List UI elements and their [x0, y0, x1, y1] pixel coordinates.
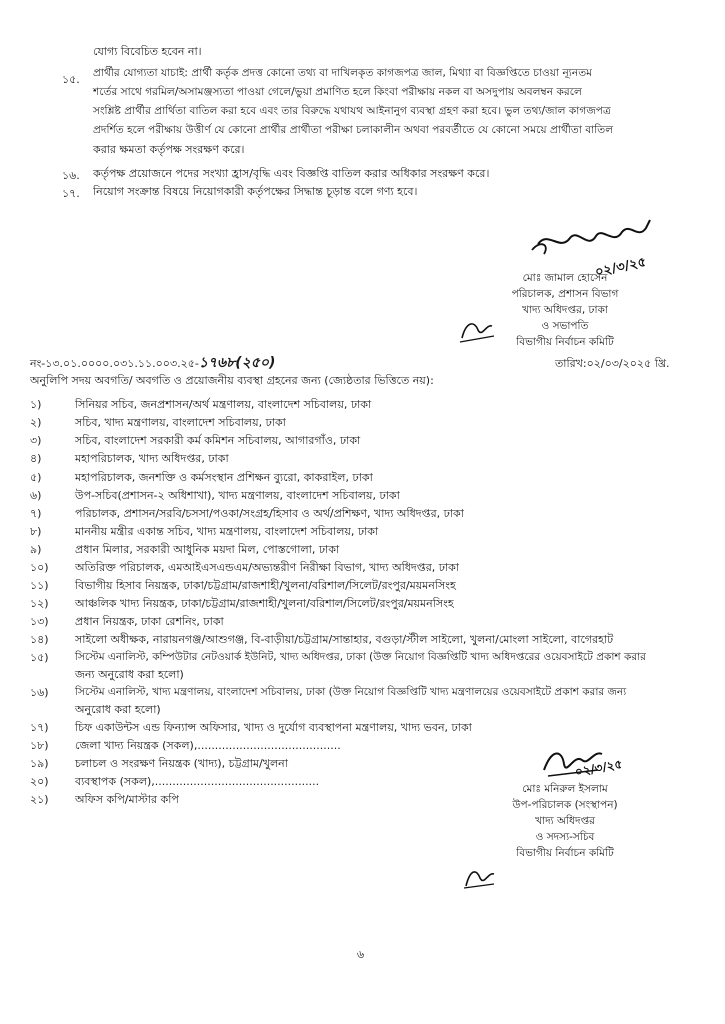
signature-2-block	[495, 781, 635, 861]
distribution-item-text: আঞ্চলিক খাদ্য নিয়ন্ত্রক, ঢাকা/চট্টগ্রাম/রাজশাহী/খুলনা/বরিশাল/সিলেট/রংপুর/ময়মনসিংহ	[75, 597, 454, 610]
distribution-item-number: ২)	[30, 416, 42, 429]
memo-number-printed: নং-১৩.০১.০০০০.০৩১.১১.০০৩.২৫-	[30, 357, 199, 370]
distribution-item-text: সচিব, বাংলাদেশ সরকারী কর্ম কমিশন সচিবালয়, আগারগাঁও, ঢাকা	[75, 434, 361, 447]
distribution-item-text: সচিব, খাদ্য মন্ত্রণালয়, বাংলাদেশ সচিবালয়, ঢাকা	[75, 416, 286, 429]
distribution-item-number: ১৫)	[30, 651, 49, 664]
distribution-item-text: মহাপরিচালক, খাদ্য অধিদপ্তর, ঢাকা	[75, 452, 229, 465]
distribution-item-text: পরিচালক, প্রশাসন/সরবি/চসসা/পওকা/সংগ্রহ/হিসাব ও অর্থ/প্রশিক্ষণ, খাদ্য অধিদপ্তর, ঢাকা	[75, 507, 464, 520]
clause-15-line: সংশ্লিষ্ট প্রার্থীর প্রার্থিতা বাতিল করা হবে এবং তার বিরুদ্ধে যথাযথ আইনানুগ ব্যবস্থা গ্রহণ করা হবে। ভুল তথ্য/জাল কাগজপত্র	[93, 105, 611, 117]
distribution-item-text: ব্যবস্থাপক (সকল),...............................................	[75, 775, 320, 788]
clause-15-line: প্রার্থীর যোগ্যতা যাচাই: প্রার্থী কর্তৃক প্রদত্ত কোনো তথ্য বা দাখিলকৃত কাগজপত্র জাল, মিথ্যা বা বিজ্ঞপ্তিতে চাওয়া ন্যূনতম	[93, 67, 593, 79]
distribution-item-number: ১৮)	[30, 739, 49, 752]
clause-16-number: ১৬.	[62, 169, 80, 182]
distribution-item-number: ৬)	[30, 489, 42, 502]
distribution-item-text: চলাচল ও সংরক্ষণ নিয়ন্ত্রক (খাদ্য), চট্টগ্রাম/খুলনা	[75, 757, 288, 770]
distribution-item-number: ৯)	[30, 543, 42, 556]
distribution-item-number: ২০)	[30, 775, 49, 788]
distribution-item-number: ১১)	[30, 579, 49, 592]
distribution-item-text: সিনিয়র সচিব, জনপ্রশাসন/অর্থ মন্ত্রণালয়, বাংলাদেশ সচিবালয়, ঢাকা	[75, 398, 372, 411]
distribution-item-number: ১০)	[30, 561, 49, 574]
distribution-item-text: চিফ একাউন্টস এন্ড ফিন্যান্স অফিসার, খাদ্য ও দুর্যোগ ব্যবস্থাপনা মন্ত্রণালয়, খাদ্য ভবন, ঢাকা	[75, 721, 472, 734]
signature-1-date: ০২/৩/২৫	[593, 254, 648, 281]
distribution-item-number: ২১)	[30, 793, 49, 806]
distribution-item-text-continued: অনুরোধ করা হলো)	[75, 703, 161, 716]
page-number: ৬	[357, 948, 365, 961]
signature-2-committee: বিভাগীয় নির্বাচন কমিটি	[516, 847, 614, 859]
distribution-item-number: ৫)	[30, 471, 42, 484]
distribution-item-text: বিভাগীয় হিসাব নিয়ন্ত্রক, ঢাকা/চট্টগ্রাম/রাজশাহী/খুলনা/বরিশাল/সিলেট/রংপুর/ময়মনসিংহ	[75, 579, 456, 592]
memo-date	[555, 356, 670, 371]
memo-date-label: তারিখ:	[555, 357, 587, 370]
distribution-item-text: মাননীয় মন্ত্রীর একান্ত সচিব, খাদ্য মন্ত্রণালয়, বাংলাদেশ সচিবালয়, ঢাকা	[75, 525, 379, 538]
distribution-item-text: উপ-সচিব(প্রশাসন-২ অধিশাখা), খাদ্য মন্ত্রণালয়, বাংলাদেশ সচিবালয়, ঢাকা	[75, 489, 400, 502]
distribution-item-number: ১২)	[30, 597, 49, 610]
memo-number	[30, 356, 275, 371]
distribution-item-text: অফিস কপি/মাস্টার কপি	[75, 793, 179, 806]
signature-2-name: মোঃ মনিরুল ইসলাম	[522, 783, 608, 795]
distribution-item-text: প্রধান নিয়ন্ত্রক, ঢাকা রেশনিং, ঢাকা	[75, 615, 224, 628]
distribution-item-number: ১৯)	[30, 757, 49, 770]
clause-16-text: কর্তৃপক্ষ প্রয়োজনে পদের সংখ্যা হ্রাস/বৃদ্ধি এবং বিজ্ঞপ্তি বাতিল করার অধিকার সংরক্ষণ করে।	[93, 167, 490, 180]
distribution-item-text: অতিরিক্ত পরিচালক, এমআইএসএন্ডএম/অভ্যন্তরীণ নিরীক্ষা বিভাগ, খাদ্য অধিদপ্তর, ঢাকা	[75, 561, 460, 574]
initial-mark-2	[462, 864, 498, 892]
distribution-item-text: মহাপরিচালক, জনশক্তি ও কর্মসংস্থান প্রশিক্ষন ব্যুরো, কাকরাইল, ঢাকা	[75, 471, 373, 484]
memo-number-handwritten: ১৭৬৮(২৫০)	[198, 355, 276, 371]
distribution-item-text: সিস্টেম এনালিস্ট, খাদ্য মন্ত্রণালয়, বাংলাদেশ সচিবালয়, ঢাকা (উক্ত নিয়োগ বিজ্ঞপ্তিটি খাদ্য মন্ত্রণালয়ের ওয়েবসাইটে প্রকাশ করার জন্য	[75, 686, 627, 698]
signature-2-designation: উপ-পরিচালক (সংস্থাপন)	[512, 799, 618, 811]
distribution-item-number: ৩)	[30, 434, 42, 447]
signature-1-block	[495, 270, 635, 350]
initial-mark	[458, 316, 498, 344]
distribution-item-text: সিস্টেম এনালিস্ট, কম্পিউটার নেটওয়ার্ক ইউনিট, খাদ্য অধিদপ্তর, ঢাকা (উক্ত নিয়োগ বিজ্ঞপ্তিটি খাদ্য অধিদপ্তরের ওয়েবসাইটে প্রকাশ করার	[75, 651, 646, 663]
signature-1-name: মোঃ জামাল হোসেন	[522, 272, 608, 284]
clause-17-number: ১৭.	[62, 187, 80, 200]
signature-1-designation: পরিচালক, প্রশাসন বিভাগ	[511, 288, 619, 300]
signature-2-date: ০২/৩/২৫	[573, 756, 624, 780]
clause-15-line: প্রদর্শিত হলে পরীক্ষায় উত্তীর্ণ যে কোনো প্রার্থীর প্রার্থীতা পরীক্ষা চলাকালীন অথবা পরবর্তীতে যে কোনো সময়ে প্রার্থীতা বাতিল	[93, 124, 614, 136]
clause-17-text: নিয়োগ সংক্রান্ত বিষয়ে নিয়োগকারী কর্তৃপক্ষের সিদ্ধান্ত চূড়ান্ত বলে গণ্য হবে।	[93, 185, 418, 198]
signature-1-role: ও সভাপতি	[541, 320, 589, 332]
copy-heading: অনুলিপি সদয় অবগতি/ অবগতি ও প্রয়োজনীয় ব্যবস্থা গ্রহনের জন্য (জ্যেষ্ঠতার ভিত্তিতে নয়):	[30, 374, 434, 387]
distribution-item-number: ১৩)	[30, 615, 49, 628]
signature-1-committee: বিভাগীয় নির্বাচন কমিটি	[516, 336, 614, 348]
distribution-item-number: ৪)	[30, 452, 42, 465]
memo-date-value: ০২/০৩/২০২৫ খ্রি.	[586, 357, 670, 370]
distribution-item-text: জেলা খাদ্য নিয়ন্ত্রক (সকল),.........................................	[75, 739, 341, 752]
signature-2-role: ও সদস্য-সচিব	[535, 831, 595, 843]
distribution-item-number: ১৬)	[30, 686, 49, 699]
distribution-item-number: ৮)	[30, 525, 42, 538]
distribution-item-number: ১৭)	[30, 721, 49, 734]
signature-1-office: খাদ্য অধিদপ্তর, ঢাকা	[522, 304, 608, 316]
clause-continuation: যোগ্য বিবেচিত হবেন না।	[93, 45, 202, 58]
signature-2-office: খাদ্য অধিদপ্তর	[535, 815, 595, 827]
clause-15-line: করার ক্ষমতা কর্তৃপক্ষ সংরক্ষণ করে।	[93, 143, 245, 156]
clause-15-number: ১৫.	[62, 73, 80, 86]
distribution-item-text: প্রধান মিলার, সরকারী আধুনিক ময়দা মিল, পোস্তগোলা, ঢাকা	[75, 543, 340, 556]
distribution-item-number: ৭)	[30, 507, 42, 520]
distribution-item-text: সাইলো অধীক্ষক, নারায়নগঞ্জ/আশুগঞ্জ, বি-বাড়ীয়া/চট্টগ্রাম/সান্তাহার, বগুড়া/স্টীল সাইলো, খুলনা/মোংলা সাইলো, বাগেরহাট	[75, 633, 614, 646]
distribution-item-number: ১৪)	[30, 633, 49, 646]
distribution-item-number: ১)	[30, 398, 42, 411]
clause-15-line: শর্তের সাথে গরমিল/অসামঞ্জস্যতা পাওয়া গেলে/ভুয়া প্রমাণিত হলে কিংবা পরীক্ষায় নকল বা অসদুপায় অবলম্বন করলে	[93, 86, 582, 98]
distribution-item-text-continued: জন্য অনুরোধ করা হলো)	[75, 668, 184, 681]
